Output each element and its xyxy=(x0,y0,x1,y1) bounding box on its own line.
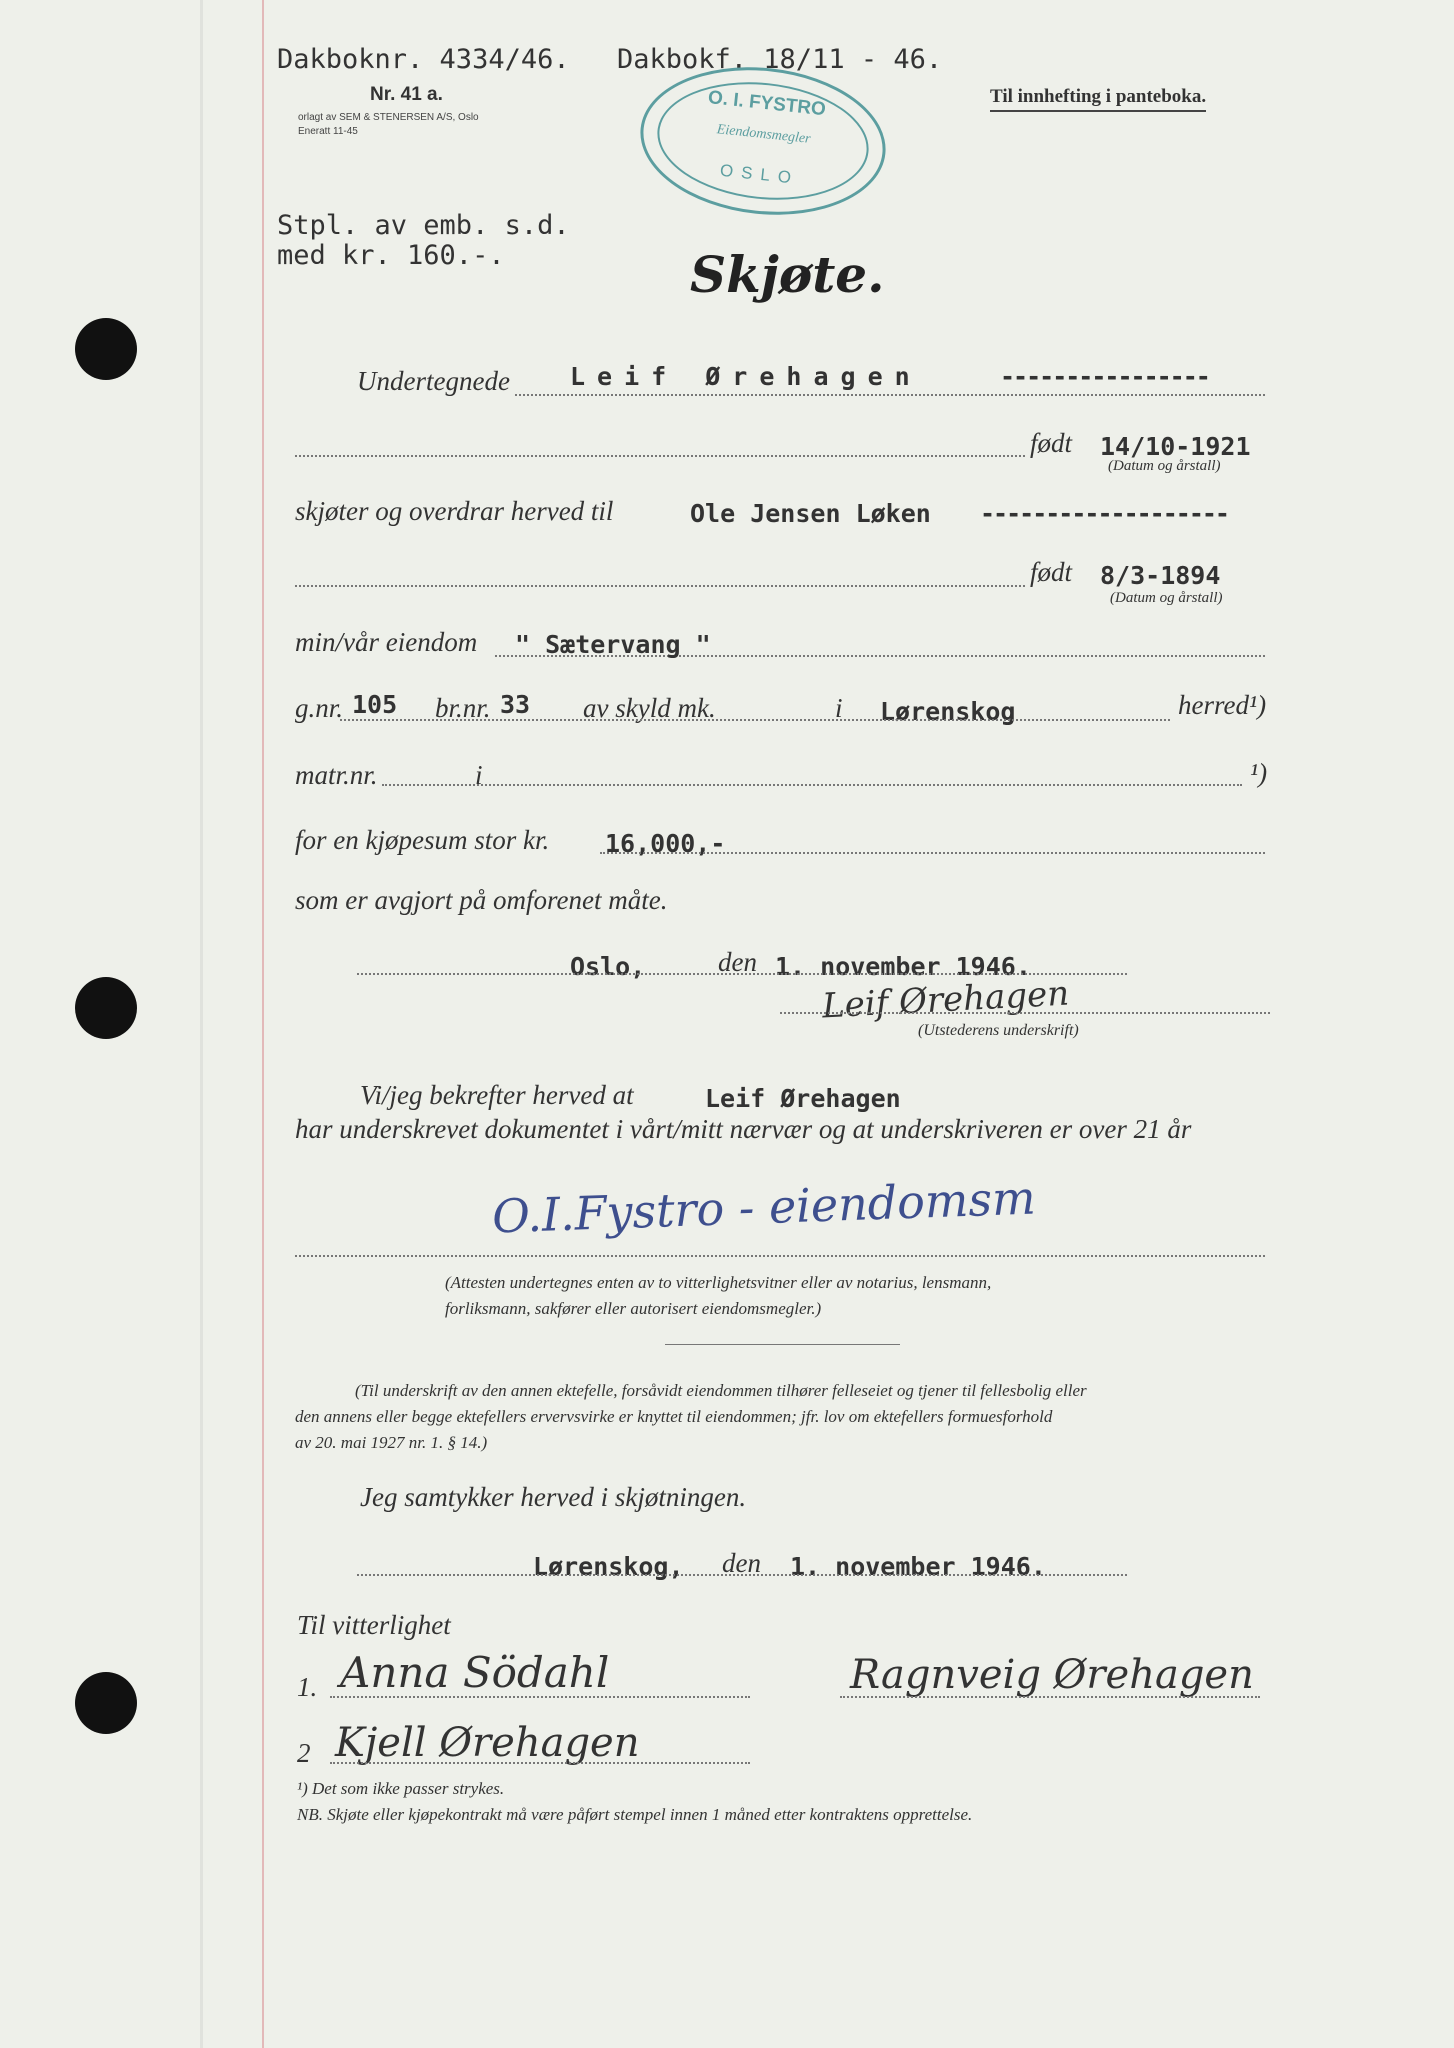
undertegnede-label: Undertegnede xyxy=(357,366,510,396)
seller-signature: Leif Ørehagen xyxy=(821,973,1071,1027)
bekrefter-label: Vi/jeg bekrefter herved at xyxy=(360,1080,634,1110)
footnote-1: ¹) Det som ikke passer strykes. xyxy=(297,1779,505,1798)
purchase-price: 16,000,- xyxy=(605,829,726,858)
stamp-line2: Eiendomsmegler xyxy=(716,122,812,147)
spouse-signature-line xyxy=(840,1696,1260,1698)
matr-i-label: i xyxy=(475,760,483,790)
bnr-value: 33 xyxy=(500,690,531,719)
attest-note-2: forliksmann, sakfører eller autorisert eiendomsmegler.) xyxy=(445,1299,822,1318)
matr-note: ¹) xyxy=(1250,758,1268,788)
dagbok-number: Dakboknr. 4334/46. xyxy=(277,44,570,75)
place-2: Lørenskog, xyxy=(533,1552,684,1581)
attest-note-1: (Attesten undertegnes enten av to vitterlighetsvitner eller av notarius, lensmann, xyxy=(445,1273,992,1292)
eiendom-label: min/vår eiendom xyxy=(295,627,478,657)
spouse-signature: Ragnveig Ørehagen xyxy=(850,1652,1254,1698)
skjoter-label: skjøter og overdrar herved til xyxy=(295,496,614,526)
signature-line-2 xyxy=(295,1255,1265,1257)
footnote-2: NB. Skjøte eller kjøpekontrakt må være påført stempel innen 1 måned etter kontraktens opprettelse. xyxy=(297,1805,973,1824)
witness1-number: 1. xyxy=(297,1672,318,1702)
fodt2-label: født xyxy=(1030,557,1073,587)
witness2-line xyxy=(330,1762,750,1764)
punch-hole-top xyxy=(75,318,137,380)
buyer-name: Ole Jensen Løken xyxy=(690,499,931,528)
gnr-line xyxy=(340,719,1170,721)
seller-name: Leif Ørehagen xyxy=(570,362,922,391)
kjopesum-label: for en kjøpesum stor kr. xyxy=(295,825,550,855)
fodt1-label: født xyxy=(1030,428,1073,458)
dash-fill-1: ---------------- xyxy=(1000,362,1209,391)
datum-hint-2: (Datum og årstall) xyxy=(1110,590,1223,606)
witness-broker-signature: O.I.Fystro - eiendomsm xyxy=(491,1170,1037,1244)
bnr-label: br.nr. xyxy=(435,693,491,723)
den-label-2: den xyxy=(722,1548,761,1578)
municipality-value: Lørenskog xyxy=(880,697,1016,726)
separator-rule xyxy=(665,1344,900,1345)
witness2-number: 2 xyxy=(297,1738,311,1768)
utsteder-hint: (Utstederens underskrift) xyxy=(918,1022,1079,1039)
gnr-label: g.nr. xyxy=(295,693,344,723)
date-1: 1. november 1946. xyxy=(775,952,1031,981)
publisher-line2: Eneratt 11-45 xyxy=(298,126,358,137)
punch-hole-bottom xyxy=(75,1672,137,1734)
matr-line xyxy=(382,784,1242,786)
bekrefter-name: Leif Ørehagen xyxy=(705,1084,901,1113)
fodt1-line xyxy=(295,455,1025,457)
spouse-note-2: den annens eller begge ektefellers ervervsvirke er knyttet til eiendommen; jfr. lov om ektefellers formuesforhold xyxy=(295,1407,1053,1426)
dagbok-date: Dakbokf. 18/11 - 46. xyxy=(617,44,943,75)
bekrefter-line2: har underskrevet dokumentet i vårt/mitt nærvær og at underskriveren er over 21 år xyxy=(295,1114,1192,1144)
date2-line xyxy=(357,1574,1127,1576)
margin-line xyxy=(262,0,264,2048)
fold-mark xyxy=(200,0,203,2048)
signature-line-1 xyxy=(780,1012,1270,1014)
punch-hole-middle xyxy=(75,977,137,1039)
undertegnede-line xyxy=(515,394,1265,396)
til-vitterlighet: Til vitterlighet xyxy=(297,1610,451,1640)
stamp-fee-line2: med kr. 160.-. xyxy=(277,240,505,271)
avgjort-text: som er avgjort på omforenet måte. xyxy=(295,885,668,915)
matr-label: matr.nr. xyxy=(295,760,378,790)
stamp-line3: OSLO xyxy=(719,160,800,188)
den-label-1: den xyxy=(718,947,757,977)
property-name: " Sætervang " xyxy=(515,630,711,659)
stamp-fee-line1: Stpl. av emb. s.d. xyxy=(277,210,570,241)
spouse-note-1: (Til underskrift av den annen ektefelle, forsåvidt eiendommen tilhører felleseiet og tjener til fellesbolig eller xyxy=(355,1381,1087,1400)
stamp-line1: O. I. FYSTRO xyxy=(707,87,827,121)
date-2: 1. november 1946. xyxy=(790,1552,1046,1581)
witness1-signature: Anna Södahl xyxy=(340,1648,610,1697)
til-innhefting: Til innhefting i panteboka. xyxy=(990,86,1206,112)
samtykker-text: Jeg samtykker herved i skjøtningen. xyxy=(360,1482,747,1512)
skyld-label: av skyld mk. xyxy=(583,693,716,723)
fodt2-line xyxy=(295,585,1025,587)
witness2-signature: Kjell Ørehagen xyxy=(335,1720,640,1766)
datum-hint-1: (Datum og årstall) xyxy=(1108,458,1221,474)
buyer-birthdate: 8/3-1894 xyxy=(1100,561,1221,590)
gnr-value: 105 xyxy=(352,690,398,719)
document-title: Skjøte. xyxy=(690,245,885,304)
broker-stamp xyxy=(633,56,893,227)
form-number: Nr. 41 a. xyxy=(370,84,443,105)
seller-birthdate: 14/10-1921 xyxy=(1100,432,1251,461)
date1-line xyxy=(357,973,1127,975)
spouse-note-3: av 20. mai 1927 nr. 1. § 14.) xyxy=(295,1433,488,1452)
publisher: orlagt av SEM & STENERSEN A/S, Oslo xyxy=(298,112,479,123)
witness1-line xyxy=(330,1696,750,1698)
place-1: Oslo, xyxy=(570,952,646,981)
dash-fill-2: ------------------- xyxy=(980,499,1228,528)
kjopesum-line xyxy=(600,852,1265,854)
herred-label: herred¹) xyxy=(1178,690,1267,720)
i-label: i xyxy=(835,693,843,723)
